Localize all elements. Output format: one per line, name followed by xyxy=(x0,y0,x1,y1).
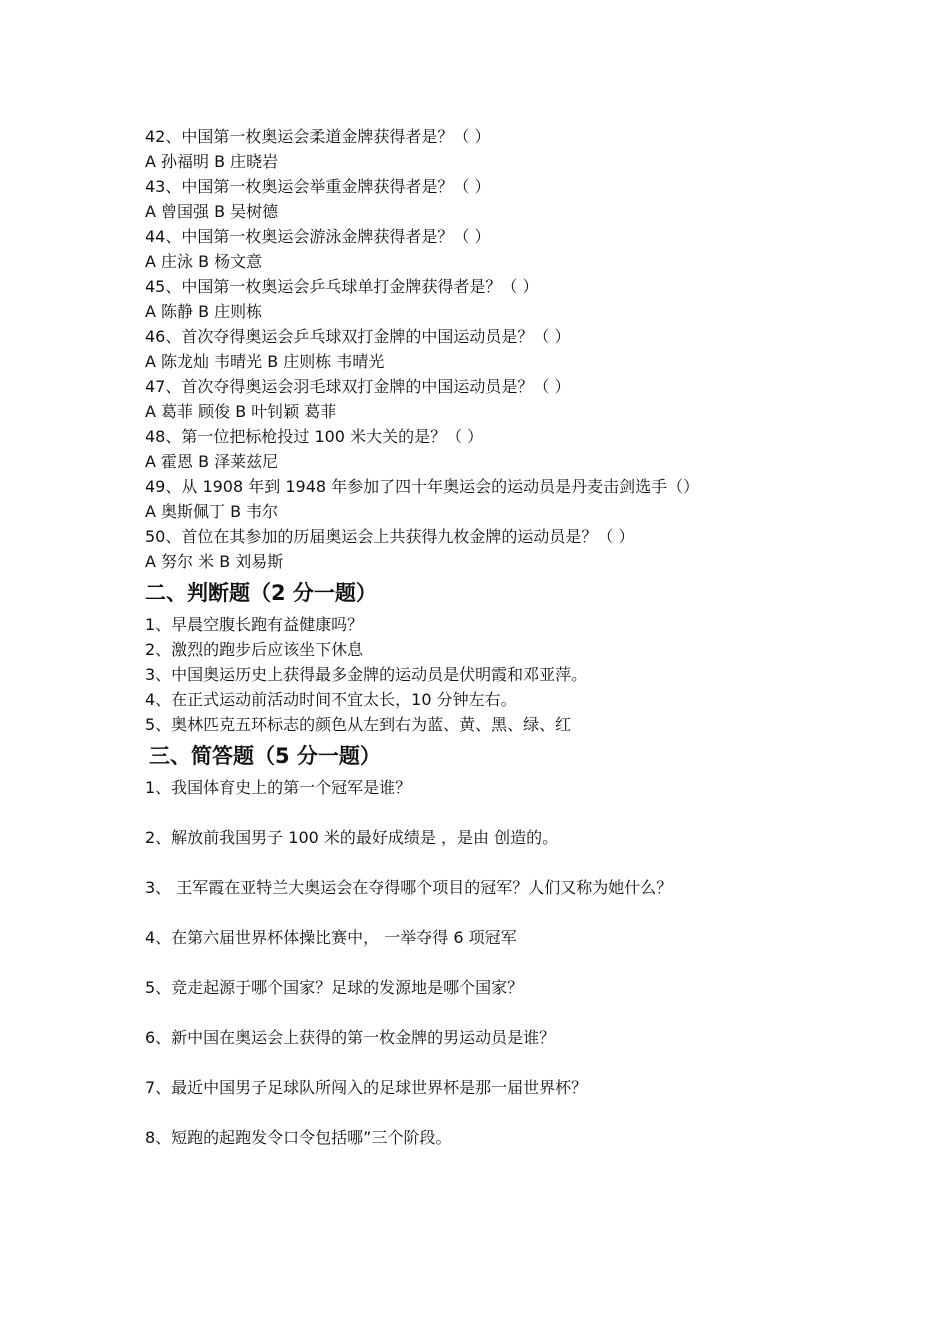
answer-options-45: A 陈静 B 庄则栋 xyxy=(145,302,263,321)
tf-item-5: 5、奥林匹克五环标志的颜色从左到右为蓝、黄、黑、绿、红 xyxy=(145,715,572,734)
sa-item-1: 1、我国体育史上的第一个冠军是谁？ xyxy=(145,778,412,797)
answer-options-47: A 葛菲 顾俊 B 叶钊颖 葛菲 xyxy=(145,402,337,421)
tf-item-4: 4、在正式运动前活动时间不宜太长，10 分钟左右。 xyxy=(145,690,517,709)
question-42: 42、中国第一枚奥运会柔道金牌获得者是？（ ） xyxy=(145,127,491,146)
answer-options-44: A 庄泳 B 杨文意 xyxy=(145,252,263,271)
sa-item-8: 8、短跑的起跑发令口令包括哪”三个阶段。 xyxy=(145,1128,452,1147)
answer-options-50: A 努尔 米 B 刘易斯 xyxy=(145,552,284,571)
question-49: 49、从 1908 年到 1948 年参加了四十年奥运会的运动员是丹麦击剑选手（） xyxy=(145,477,700,496)
question-48: 48、第一位把标枪投过 100 米大关的是？（ ） xyxy=(145,427,484,446)
question-45: 45、中国第一枚奥运会乒乓球单打金牌获得者是？（ ） xyxy=(145,277,539,296)
question-50: 50、首位在其参加的历届奥运会上共获得九枚金牌的运动员是？（ ） xyxy=(145,527,635,546)
answer-options-42: A 孙福明 B 庄晓岩 xyxy=(145,152,279,171)
question-47: 47、首次夺得奥运会羽毛球双打金牌的中国运动员是？（ ） xyxy=(145,377,571,396)
short-answer-heading: 三、简答题（5 分一题） xyxy=(149,744,381,768)
sa-item-7: 7、最近中国男子足球队所闯入的足球世界杯是那一届世界杯？ xyxy=(145,1078,588,1097)
tf-item-2: 2、激烈的跑步后应该坐下休息 xyxy=(145,640,364,659)
true-false-heading: 二、判断题（2 分一题） xyxy=(145,581,377,605)
multiple-choice-section xyxy=(145,124,845,574)
sa-item-3: 3、 王军霞在亚特兰大奥运会在夺得哪个项目的冠军？人们又称为她什么？ xyxy=(145,878,673,897)
sa-item-4: 4、在第六届世界杯体操比赛中， 一举夺得 6 项冠军 xyxy=(145,928,517,947)
tf-item-1: 1、早晨空腹长跑有益健康吗？ xyxy=(145,615,364,634)
question-44: 44、中国第一枚奥运会游泳金牌获得者是？（ ） xyxy=(145,227,491,246)
short-answer-section xyxy=(145,775,845,1175)
sa-item-2: 2、解放前我国男子 100 米的最好成绩是 ，是由 创造的。 xyxy=(145,828,559,847)
answer-options-49: A 奥斯佩丁 B 韦尔 xyxy=(145,502,279,521)
tf-item-3: 3、中国奥运历史上获得最多金牌的运动员是伏明霞和邓亚萍。 xyxy=(145,665,588,684)
answer-options-43: A 曾国强 B 吴树德 xyxy=(145,202,279,221)
sa-item-6: 6、新中国在奥运会上获得的第一枚金牌的男运动员是谁？ xyxy=(145,1028,556,1047)
answer-options-46: A 陈龙灿 韦晴光 B 庄则栋 韦晴光 xyxy=(145,352,385,371)
answer-options-48: A 霍恩 B 泽莱兹尼 xyxy=(145,452,279,471)
document-content xyxy=(145,124,845,1175)
sa-item-5: 5、竞走起源于哪个国家？足球的发源地是哪个国家？ xyxy=(145,978,524,997)
question-46: 46、首次夺得奥运会乒乓球双打金牌的中国运动员是？（ ） xyxy=(145,327,571,346)
true-false-section xyxy=(145,612,845,737)
question-43: 43、中国第一枚奥运会举重金牌获得者是？（ ） xyxy=(145,177,491,196)
